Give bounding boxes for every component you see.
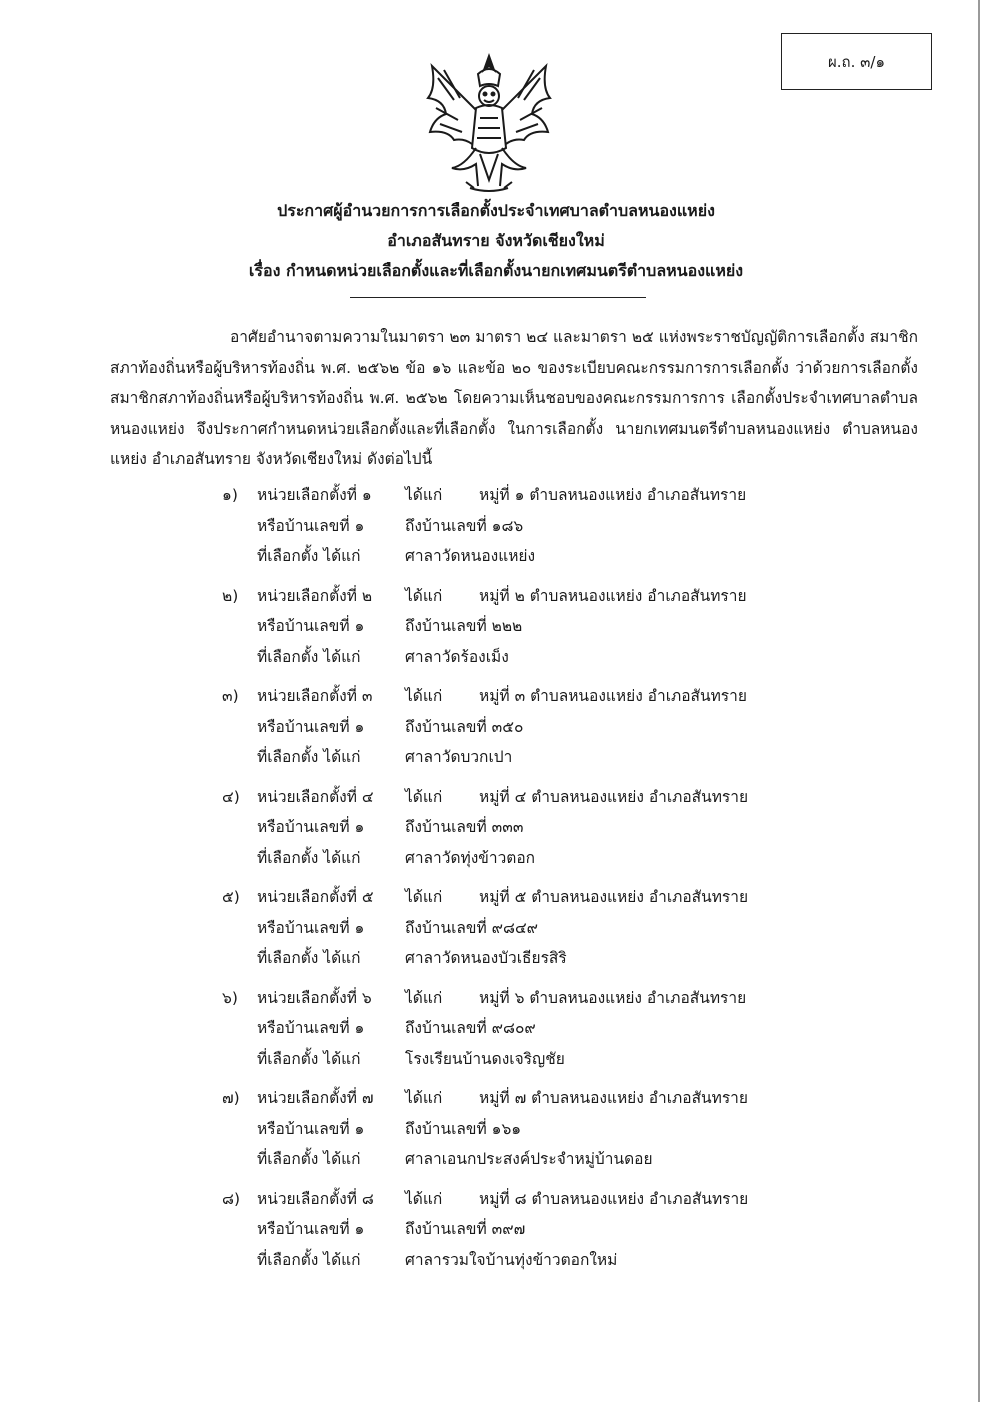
form-code-text: ผ.ถ. ๓/๑ <box>827 52 885 71</box>
assigned-label: ได้แก่ <box>405 988 443 1007</box>
unit-label: หน่วยเลือกตั้งที่ ๘ <box>257 1189 374 1208</box>
place-label: ที่เลือกตั้ง ได้แก่ <box>257 1250 361 1269</box>
village-address: หมู่ที่ ๖ ตำบลหนองแหย่ง อำเภอสันทราย <box>479 988 747 1007</box>
house-from: หรือบ้านเลขที่ ๑ <box>257 717 365 736</box>
house-to: ถึงบ้านเลขที่ ๑๖๑ <box>405 1119 522 1138</box>
polling-place: ศาลาวัดร้องเม็ง <box>405 647 509 666</box>
polling-unit <box>222 782 842 874</box>
assigned-label: ได้แก่ <box>405 687 443 705</box>
place-label: ที่เลือกตั้ง ได้แก่ <box>257 647 361 666</box>
polling-place: ศาลาวัดหนองบัวเธียรสิริ <box>405 949 567 967</box>
house-to: ถึงบ้านเลขที่ ๓๕๐ <box>405 717 524 736</box>
assigned-label: ได้แก่ <box>405 888 443 906</box>
unit-label: หน่วยเลือกตั้งที่ ๑ <box>257 486 372 504</box>
house-to: ถึงบ้านเลขที่ ๒๒๒ <box>405 617 523 635</box>
place-label: ที่เลือกตั้ง ได้แก่ <box>257 748 361 766</box>
polling-place: ศาลารวมใจบ้านทุ่งข้าวตอกใหม่ <box>405 1250 618 1269</box>
polling-place: ศาลาวัดทุ่งข้าวตอก <box>405 848 536 867</box>
house-to: ถึงบ้านเลขที่ ๙๘๐๙ <box>405 1019 536 1037</box>
unit-number: ๓) <box>222 687 239 705</box>
polling-unit <box>222 1083 842 1175</box>
unit-number: ๗) <box>222 1089 240 1107</box>
polling-unit <box>222 681 842 773</box>
announcement-body <box>110 322 918 475</box>
polling-place: โรงเรียนบ้านดงเจริญชัย <box>405 1049 565 1068</box>
unit-label: หน่วยเลือกตั้งที่ ๗ <box>257 1089 374 1107</box>
title-line-1: ประกาศผู้อำนวยการการเลือกตั้งประจำเทศบาลตำบลหนองแหย่ง <box>277 201 715 220</box>
house-from: หรือบ้านเลขที่ ๑ <box>257 617 365 635</box>
village-address: หมู่ที่ ๔ ตำบลหนองแหย่ง อำเภอสันทราย <box>479 787 749 806</box>
house-to: ถึงบ้านเลขที่ ๓๓๓ <box>405 818 524 836</box>
title-line-2: อำเภอสันทราย จังหวัดเชียงใหม่ <box>387 231 605 250</box>
form-code-box <box>781 33 932 90</box>
unit-label: หน่วยเลือกตั้งที่ ๔ <box>257 787 374 806</box>
house-to: ถึงบ้านเลขที่ ๑๘๖ <box>405 516 524 535</box>
place-label: ที่เลือกตั้ง ได้แก่ <box>257 1049 361 1068</box>
title-divider <box>350 297 646 298</box>
place-label: ที่เลือกตั้ง ได้แก่ <box>257 949 361 967</box>
garuda-emblem-icon <box>414 48 564 198</box>
house-from: หรือบ้านเลขที่ ๑ <box>257 1220 365 1238</box>
place-label: ที่เลือกตั้ง ได้แก่ <box>257 1150 361 1168</box>
house-from: หรือบ้านเลขที่ ๑ <box>257 918 365 937</box>
house-from: หรือบ้านเลขที่ ๑ <box>257 516 365 535</box>
title-line-3: เรื่อง กำหนดหน่วยเลือกตั้งและที่เลือกตั้งนายกเทศมนตรีตำบลหนองแหย่ง <box>248 261 744 280</box>
village-address: หมู่ที่ ๑ ตำบลหนองแหย่ง อำเภอสันทราย <box>479 486 747 504</box>
place-label: ที่เลือกตั้ง ได้แก่ <box>257 547 361 565</box>
unit-number: ๑) <box>222 486 238 504</box>
polling-unit <box>222 882 842 974</box>
polling-place: ศาลาวัดบวกเปา <box>405 748 513 766</box>
house-to: ถึงบ้านเลขที่ ๙๘๔๙ <box>405 918 539 937</box>
house-from: หรือบ้านเลขที่ ๑ <box>257 818 365 836</box>
unit-label: หน่วยเลือกตั้งที่ ๒ <box>257 586 373 605</box>
unit-label: หน่วยเลือกตั้งที่ ๕ <box>257 888 374 906</box>
house-to: ถึงบ้านเลขที่ ๓๙๗ <box>405 1220 526 1238</box>
village-address: หมู่ที่ ๒ ตำบลหนองแหย่ง อำเภอสันทราย <box>479 586 747 605</box>
unit-number: ๒) <box>222 586 239 605</box>
assigned-label: ได้แก่ <box>405 787 443 806</box>
village-address: หมู่ที่ ๗ ตำบลหนองแหย่ง อำเภอสันทราย <box>479 1089 748 1107</box>
unit-number: ๕) <box>222 888 240 906</box>
assigned-label: ได้แก่ <box>405 1189 443 1208</box>
polling-place: ศาลาเอนกประสงค์ประจำหมู่บ้านดอย <box>405 1150 653 1168</box>
unit-number: ๘) <box>222 1189 241 1208</box>
polling-unit <box>222 1184 842 1276</box>
assigned-label: ได้แก่ <box>405 1089 443 1107</box>
unit-number: ๖) <box>222 988 238 1007</box>
polling-place: ศาลาวัดหนองแหย่ง <box>405 547 536 565</box>
house-from: หรือบ้านเลขที่ ๑ <box>257 1019 365 1037</box>
village-address: หมู่ที่ ๕ ตำบลหนองแหย่ง อำเภอสันทราย <box>479 888 749 906</box>
place-label: ที่เลือกตั้ง ได้แก่ <box>257 848 361 867</box>
house-from: หรือบ้านเลขที่ ๑ <box>257 1119 365 1138</box>
polling-unit <box>222 581 842 673</box>
unit-label: หน่วยเลือกตั้งที่ ๓ <box>257 687 373 705</box>
announcement-body-text: อาศัยอำนาจตามความในมาตรา ๒๓ มาตรา ๒๔ และมาตรา ๒๕ แห่งพระราชบัญญัติการเลือกตั้ง สมาชิกสภาท้องถิ่นหรือผู้บริหารท้องถิ่น พ.ศ. ๒๕๖๒ ข้อ ๑๖ และข้อ ๒๐ ของระเบียบคณะกรรมการการเลือกตั้ง ว่าด้วยการเลือกตั้งสมาชิกสภาท้องถิ่นหรือผู้บริหารท้องถิ่น พ.ศ. ๒๕๖๒ โดยความเห็นชอบของคณะกรรมการการ เลือกตั้งประจำเทศบาลตำบลหนองแหย่ง จึงประกาศกำหนดหน่วยเลือกตั้งและที่เลือกตั้ง ในการเลือกตั้ง นายกเทศมนตรีตำบลหนองแหย่ง ตำบลหนองแหย่ง อำเภอสันทราย จังหวัดเชียงใหม่ ดังต่อไปนี้ <box>110 328 918 468</box>
unit-label: หน่วยเลือกตั้งที่ ๖ <box>257 988 372 1007</box>
polling-unit <box>222 480 842 572</box>
unit-number: ๔) <box>222 787 240 806</box>
assigned-label: ได้แก่ <box>405 486 443 504</box>
polling-unit <box>222 983 842 1075</box>
assigned-label: ได้แก่ <box>405 586 443 605</box>
village-address: หมู่ที่ ๘ ตำบลหนองแหย่ง อำเภอสันทราย <box>479 1189 749 1208</box>
village-address: หมู่ที่ ๓ ตำบลหนองแหย่ง อำเภอสันทราย <box>479 687 747 705</box>
